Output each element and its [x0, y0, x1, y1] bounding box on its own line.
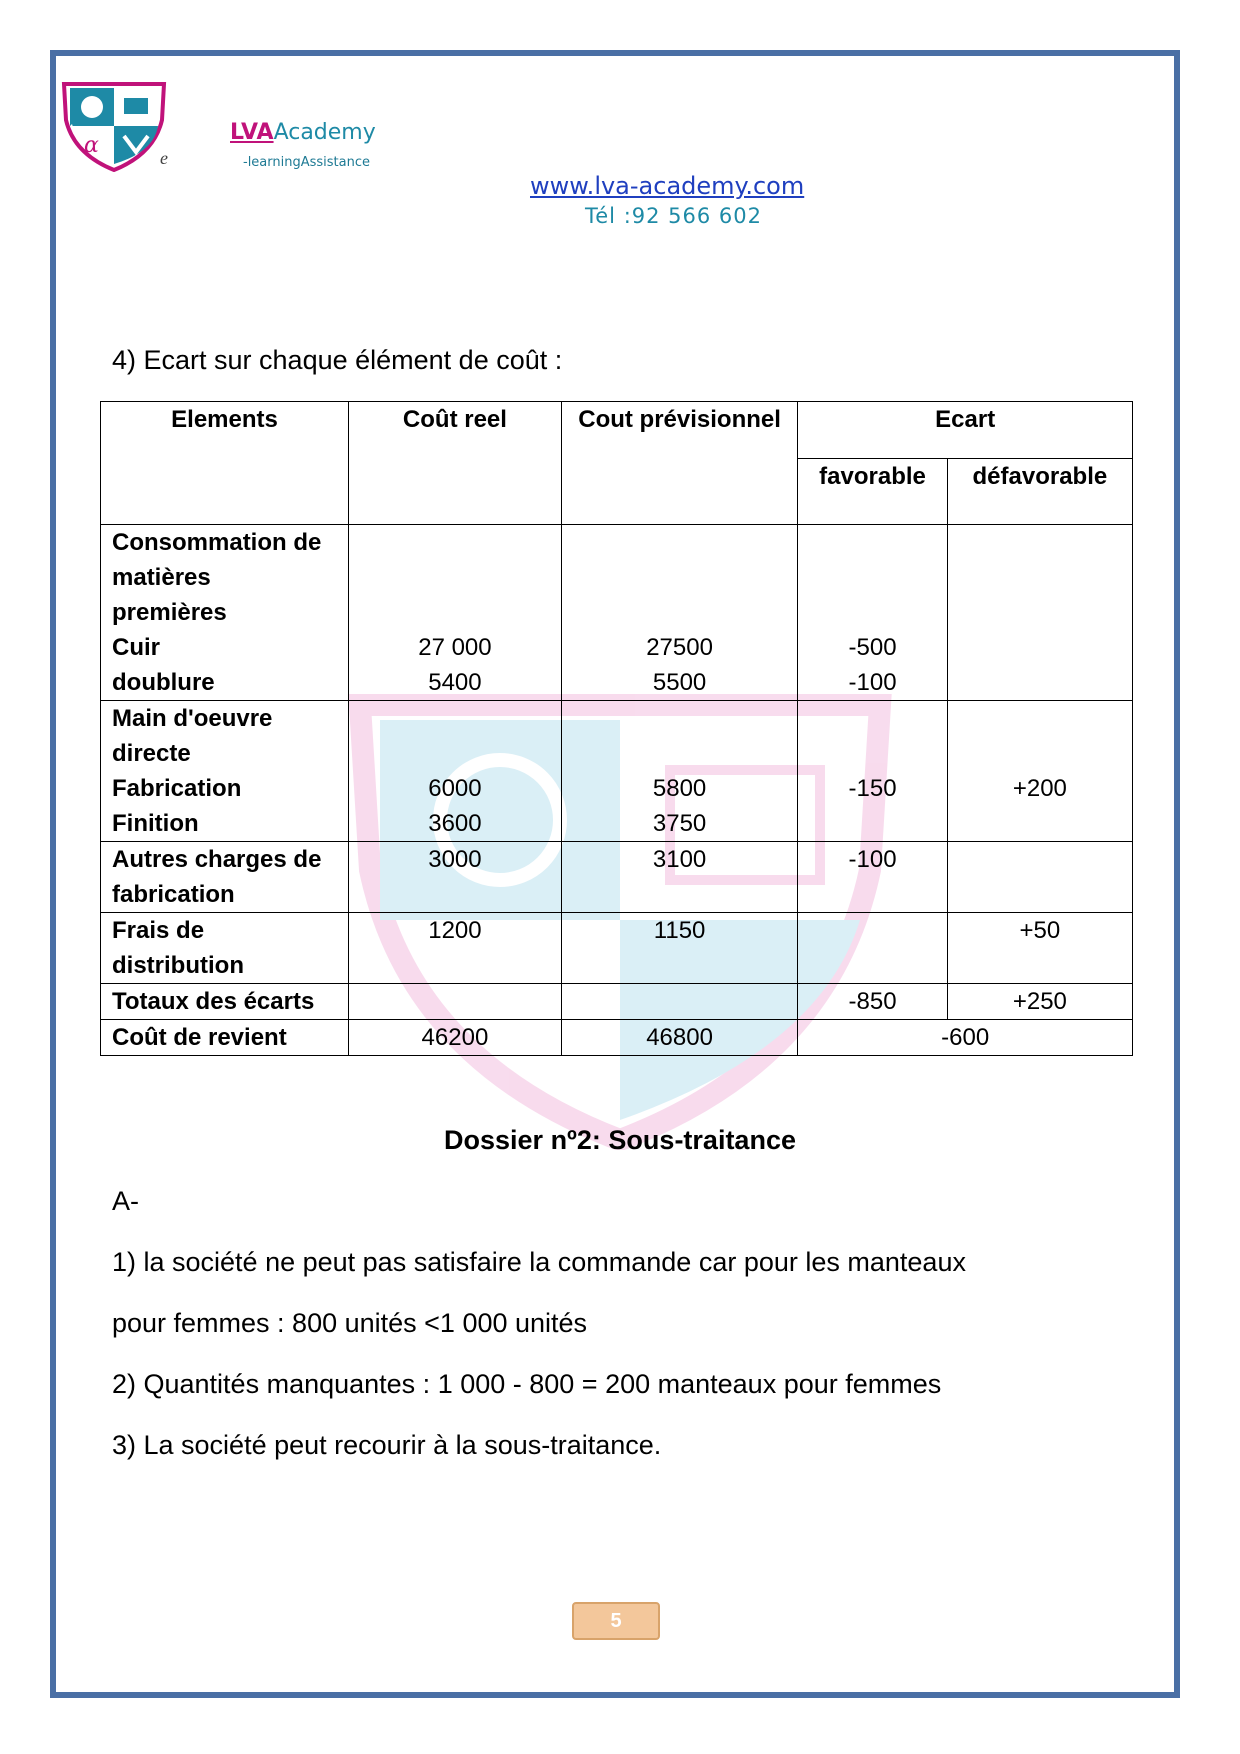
row-label: Coût de revient: [101, 1020, 349, 1056]
brand-tagline: -learningAssistance: [243, 155, 370, 170]
cell-favorable: -850: [798, 984, 947, 1020]
cell-favorable: -150: [798, 701, 947, 842]
page-number: 5: [610, 1609, 622, 1632]
cell-ecart-total: -600: [798, 1020, 1133, 1056]
row-label: Totaux des écarts: [101, 984, 349, 1020]
svg-text:α: α: [84, 133, 99, 158]
paragraph: 1) la société ne peut pas satisfaire la commande car pour les manteaux: [112, 1247, 966, 1277]
row-label: Main d'oeuvre directe Fabrication Finition: [101, 701, 349, 842]
col-header-favorable: favorable: [798, 459, 947, 525]
cell-favorable: -100: [798, 842, 947, 913]
row-label: Frais de distribution: [101, 913, 349, 984]
cell-cout-previsionnel: 27500 5500: [561, 525, 798, 701]
paragraph: A-: [112, 1186, 139, 1216]
table-row: [101, 701, 1133, 842]
website-link[interactable]: www.lva-academy.com: [530, 172, 805, 200]
cell-cout-reel: 27 000 5400: [349, 525, 562, 701]
cell-cout-reel: [349, 984, 562, 1020]
cell-defavorable: [947, 842, 1132, 913]
table-row-totaux: [101, 984, 1133, 1020]
col-header-elements: Elements: [101, 402, 349, 525]
lva-logo-icon: [58, 80, 170, 172]
cell-defavorable: [947, 525, 1132, 701]
cell-cout-reel: 3000: [349, 842, 562, 913]
dossier-title: Dossier nº2: Sous-traitance: [444, 1125, 796, 1155]
brand-name: [230, 120, 376, 145]
col-header-ecart: Ecart: [798, 402, 1133, 459]
cell-favorable: [798, 913, 947, 984]
brand-academy: Academy: [273, 120, 376, 145]
section-title: 4) Ecart sur chaque élément de coût :: [112, 345, 563, 375]
row-label: Autres charges de fabrication: [101, 842, 349, 913]
paragraph: pour femmes : 800 unités <1 000 unités: [112, 1308, 588, 1338]
brand-lva: LVA: [230, 120, 274, 145]
col-header-defavorable: défavorable: [947, 459, 1132, 525]
cell-defavorable: +50: [947, 913, 1132, 984]
phone-number: Tél :92 566 602: [585, 204, 763, 228]
cell-favorable: -500 -100: [798, 525, 947, 701]
cell-cout-previsionnel: [561, 984, 798, 1020]
cell-cout-previsionnel: 5800 3750: [561, 701, 798, 842]
cell-cout-reel: 46200: [349, 1020, 562, 1056]
cell-cout-reel: 6000 3600: [349, 701, 562, 842]
logo-e-letter: e: [160, 148, 168, 168]
cell-defavorable: +250: [947, 984, 1132, 1020]
cell-cout-previsionnel: 1150: [561, 913, 798, 984]
paragraph: 2) Quantités manquantes : 1 000 - 800 = 200 manteaux pour femmes: [112, 1369, 942, 1399]
table-row: [101, 842, 1133, 913]
table-row: [101, 525, 1133, 701]
col-header-cout-reel: Coût reel: [349, 402, 562, 525]
table-row: [101, 913, 1133, 984]
col-header-cout-previsionnel: Cout prévisionnel: [561, 402, 798, 525]
row-label: Consommation de matières premières Cuir doublure: [101, 525, 349, 701]
ecart-table: [100, 401, 1133, 1056]
page-number-badge: [572, 1602, 660, 1640]
paragraph: 3) La société peut recourir à la sous-traitance.: [112, 1430, 662, 1460]
cell-cout-reel: 1200: [349, 913, 562, 984]
cell-cout-previsionnel: 46800: [561, 1020, 798, 1056]
table-header-row: [101, 402, 1133, 459]
cell-defavorable: +200: [947, 701, 1132, 842]
cell-cout-previsionnel: 3100: [561, 842, 798, 913]
table-row-cout-revient: [101, 1020, 1133, 1056]
